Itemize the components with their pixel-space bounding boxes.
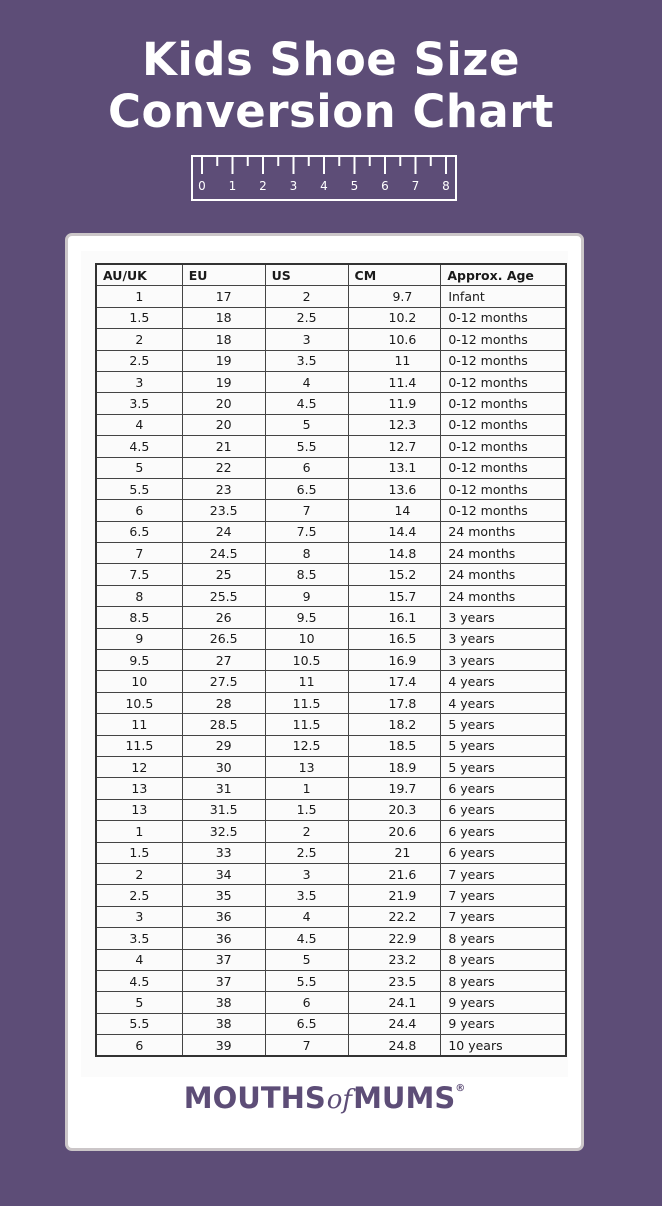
table-row	[96, 756, 566, 777]
cell-au-uk: 13	[96, 799, 182, 820]
cell-approx-age: 0-12 months	[441, 371, 566, 392]
cell-eu: 30	[182, 756, 265, 777]
cell-us: 9.5	[265, 607, 348, 628]
table-row	[96, 393, 566, 414]
cell-cm: 23.2	[348, 949, 441, 970]
cell-eu: 20	[182, 414, 265, 435]
cell-eu: 22	[182, 457, 265, 478]
cell-us: 10.5	[265, 650, 348, 671]
cell-au-uk: 12	[96, 756, 182, 777]
table-row	[96, 500, 566, 521]
cell-cm: 18.9	[348, 756, 441, 777]
cell-cm: 24.8	[348, 1035, 441, 1057]
cell-approx-age: 0-12 months	[441, 414, 566, 435]
cell-cm: 16.5	[348, 628, 441, 649]
cell-au-uk: 2.5	[96, 350, 182, 371]
cell-approx-age: 0-12 months	[441, 457, 566, 478]
table-row	[96, 885, 566, 906]
cell-eu: 35	[182, 885, 265, 906]
table-row	[96, 842, 566, 863]
cell-cm: 21.9	[348, 885, 441, 906]
ruler-number: 8	[442, 179, 450, 193]
cell-cm: 11.9	[348, 393, 441, 414]
cell-approx-age: 8 years	[441, 970, 566, 991]
cell-cm: 22.2	[348, 906, 441, 927]
cell-us: 4.5	[265, 928, 348, 949]
cell-us: 13	[265, 756, 348, 777]
cell-eu: 37	[182, 970, 265, 991]
cell-eu: 31.5	[182, 799, 265, 820]
cell-eu: 27.5	[182, 671, 265, 692]
cell-us: 11	[265, 671, 348, 692]
cell-cm: 14.8	[348, 543, 441, 564]
cell-approx-age: 24 months	[441, 564, 566, 585]
cell-cm: 21.6	[348, 863, 441, 884]
cell-cm: 14.4	[348, 521, 441, 542]
cell-au-uk: 5	[96, 457, 182, 478]
cell-us: 8	[265, 543, 348, 564]
table-row	[96, 821, 566, 842]
table-row	[96, 970, 566, 991]
table-row	[96, 1035, 566, 1057]
cell-au-uk: 3.5	[96, 928, 182, 949]
cell-cm: 20.3	[348, 799, 441, 820]
cell-eu: 37	[182, 949, 265, 970]
cell-cm: 10.6	[348, 329, 441, 350]
ruler-number: 3	[289, 179, 298, 193]
table-row	[96, 714, 566, 735]
cell-eu: 18	[182, 329, 265, 350]
cell-cm: 14	[348, 500, 441, 521]
cell-eu: 26	[182, 607, 265, 628]
table-row	[96, 799, 566, 820]
cell-approx-age: 3 years	[441, 607, 566, 628]
cell-approx-age: 8 years	[441, 949, 566, 970]
table-row	[96, 628, 566, 649]
cell-eu: 23.5	[182, 500, 265, 521]
cell-eu: 17	[182, 286, 265, 307]
table-row	[96, 329, 566, 350]
cell-approx-age: 24 months	[441, 521, 566, 542]
cell-au-uk: 10.5	[96, 692, 182, 713]
cell-eu: 28	[182, 692, 265, 713]
cell-approx-age: 7 years	[441, 885, 566, 906]
table-row	[96, 564, 566, 585]
chart-card	[65, 233, 584, 1151]
cell-us: 7.5	[265, 521, 348, 542]
cell-approx-age: 6 years	[441, 778, 566, 799]
table-row	[96, 735, 566, 756]
cell-au-uk: 1	[96, 286, 182, 307]
ruler-number: 5	[350, 179, 359, 193]
cell-au-uk: 6	[96, 500, 182, 521]
cell-au-uk: 3.5	[96, 393, 182, 414]
cell-au-uk: 1.5	[96, 307, 182, 328]
cell-eu: 25.5	[182, 585, 265, 606]
cell-cm: 13.6	[348, 478, 441, 499]
cell-cm: 18.2	[348, 714, 441, 735]
ruler-number: 4	[320, 179, 328, 193]
cell-eu: 27	[182, 650, 265, 671]
cell-au-uk: 5	[96, 992, 182, 1013]
cell-eu: 36	[182, 906, 265, 927]
table-row	[96, 457, 566, 478]
cell-au-uk: 5.5	[96, 478, 182, 499]
cell-us: 6	[265, 457, 348, 478]
cell-approx-age: 3 years	[441, 650, 566, 671]
column-header-us: US	[265, 264, 348, 286]
cell-us: 5.5	[265, 970, 348, 991]
ruler-icon	[190, 154, 460, 204]
cell-approx-age: 6 years	[441, 799, 566, 820]
cell-cm: 22.9	[348, 928, 441, 949]
mouths-of-mums-logo	[68, 1081, 581, 1115]
cell-cm: 10.2	[348, 307, 441, 328]
cell-au-uk: 8.5	[96, 607, 182, 628]
cell-au-uk: 1.5	[96, 842, 182, 863]
cell-au-uk: 10	[96, 671, 182, 692]
cell-us: 5	[265, 949, 348, 970]
cell-au-uk: 2	[96, 329, 182, 350]
cell-us: 2.5	[265, 307, 348, 328]
cell-approx-age: 0-12 months	[441, 350, 566, 371]
table-row	[96, 521, 566, 542]
cell-au-uk: 11	[96, 714, 182, 735]
cell-eu: 31	[182, 778, 265, 799]
page-title	[0, 34, 662, 138]
cell-au-uk: 4	[96, 949, 182, 970]
cell-eu: 36	[182, 928, 265, 949]
table-row	[96, 692, 566, 713]
cell-approx-age: 0-12 months	[441, 393, 566, 414]
logo-text-mums: MUMS	[353, 1081, 456, 1115]
cell-us: 3	[265, 329, 348, 350]
cell-cm: 11	[348, 350, 441, 371]
cell-eu: 39	[182, 1035, 265, 1057]
table-row	[96, 949, 566, 970]
cell-cm: 23.5	[348, 970, 441, 991]
cell-us: 3.5	[265, 885, 348, 906]
table-row	[96, 371, 566, 392]
cell-cm: 13.1	[348, 457, 441, 478]
cell-eu: 29	[182, 735, 265, 756]
cell-eu: 19	[182, 350, 265, 371]
cell-us: 7	[265, 1035, 348, 1057]
table-row	[96, 607, 566, 628]
cell-approx-age: 0-12 months	[441, 478, 566, 499]
cell-cm: 17.8	[348, 692, 441, 713]
cell-au-uk: 7	[96, 543, 182, 564]
size-conversion-table	[95, 263, 567, 1057]
table-row	[96, 992, 566, 1013]
cell-cm: 11.4	[348, 371, 441, 392]
ruler-number: 0	[198, 179, 206, 193]
cell-approx-age: 7 years	[441, 863, 566, 884]
cell-us: 1.5	[265, 799, 348, 820]
cell-cm: 24.4	[348, 1013, 441, 1034]
cell-approx-age: 9 years	[441, 1013, 566, 1034]
table-row	[96, 436, 566, 457]
logo-text-mouths: MOUTHS	[183, 1081, 326, 1115]
cell-approx-age: 7 years	[441, 906, 566, 927]
ruler-number: 6	[381, 179, 389, 193]
cell-eu: 25	[182, 564, 265, 585]
cell-approx-age: 0-12 months	[441, 329, 566, 350]
cell-us: 2	[265, 821, 348, 842]
cell-us: 3	[265, 863, 348, 884]
cell-au-uk: 9.5	[96, 650, 182, 671]
table-row	[96, 307, 566, 328]
cell-cm: 18.5	[348, 735, 441, 756]
cell-au-uk: 1	[96, 821, 182, 842]
cell-eu: 21	[182, 436, 265, 457]
cell-eu: 19	[182, 371, 265, 392]
cell-au-uk: 4.5	[96, 970, 182, 991]
cell-cm: 12.3	[348, 414, 441, 435]
table-row	[96, 778, 566, 799]
cell-us: 6.5	[265, 478, 348, 499]
table-row	[96, 863, 566, 884]
table-row	[96, 1013, 566, 1034]
column-header-eu: EU	[182, 264, 265, 286]
cell-approx-age: 10 years	[441, 1035, 566, 1057]
cell-cm: 16.9	[348, 650, 441, 671]
cell-approx-age: 0-12 months	[441, 307, 566, 328]
cell-cm: 20.6	[348, 821, 441, 842]
table-row	[96, 906, 566, 927]
cell-us: 9	[265, 585, 348, 606]
table-row	[96, 585, 566, 606]
cell-us: 6	[265, 992, 348, 1013]
table-row	[96, 286, 566, 307]
cell-cm: 12.7	[348, 436, 441, 457]
ruler-number: 1	[228, 179, 237, 193]
cell-au-uk: 4.5	[96, 436, 182, 457]
cell-cm: 21	[348, 842, 441, 863]
cell-us: 2	[265, 286, 348, 307]
cell-cm: 17.4	[348, 671, 441, 692]
cell-au-uk: 6	[96, 1035, 182, 1057]
cell-approx-age: 5 years	[441, 756, 566, 777]
cell-au-uk: 2.5	[96, 885, 182, 906]
cell-us: 5	[265, 414, 348, 435]
cell-approx-age: 9 years	[441, 992, 566, 1013]
cell-us: 4.5	[265, 393, 348, 414]
cell-approx-age: 4 years	[441, 692, 566, 713]
cell-au-uk: 2	[96, 863, 182, 884]
cell-us: 4	[265, 371, 348, 392]
cell-us: 10	[265, 628, 348, 649]
cell-au-uk: 9	[96, 628, 182, 649]
table-row	[96, 350, 566, 371]
registered-trademark-icon: ®	[455, 1083, 466, 1094]
cell-approx-age: 0-12 months	[441, 500, 566, 521]
cell-au-uk: 11.5	[96, 735, 182, 756]
cell-us: 7	[265, 500, 348, 521]
table-row	[96, 928, 566, 949]
cell-eu: 20	[182, 393, 265, 414]
cell-eu: 32.5	[182, 821, 265, 842]
cell-au-uk: 8	[96, 585, 182, 606]
cell-us: 5.5	[265, 436, 348, 457]
table-header-row	[96, 264, 566, 286]
cell-approx-age: 5 years	[441, 735, 566, 756]
logo-text-of: of	[326, 1085, 353, 1115]
cell-au-uk: 3	[96, 371, 182, 392]
cell-us: 1	[265, 778, 348, 799]
cell-us: 4	[265, 906, 348, 927]
cell-approx-age: 8 years	[441, 928, 566, 949]
cell-cm: 9.7	[348, 286, 441, 307]
cell-eu: 24.5	[182, 543, 265, 564]
table-row	[96, 650, 566, 671]
cell-au-uk: 6.5	[96, 521, 182, 542]
cell-approx-age: Infant	[441, 286, 566, 307]
title-line-2: Conversion Chart	[108, 85, 554, 138]
cell-eu: 28.5	[182, 714, 265, 735]
cell-au-uk: 4	[96, 414, 182, 435]
cell-us: 6.5	[265, 1013, 348, 1034]
table-row	[96, 478, 566, 499]
cell-approx-age: 4 years	[441, 671, 566, 692]
column-header-approx-age: Approx. Age	[441, 264, 566, 286]
cell-approx-age: 24 months	[441, 543, 566, 564]
cell-cm: 15.7	[348, 585, 441, 606]
cell-us: 8.5	[265, 564, 348, 585]
cell-eu: 26.5	[182, 628, 265, 649]
cell-eu: 23	[182, 478, 265, 499]
ruler-number: 2	[259, 179, 267, 193]
cell-eu: 33	[182, 842, 265, 863]
cell-cm: 24.1	[348, 992, 441, 1013]
ruler-number: 7	[411, 179, 420, 193]
cell-us: 11.5	[265, 714, 348, 735]
cell-au-uk: 5.5	[96, 1013, 182, 1034]
cell-au-uk: 13	[96, 778, 182, 799]
cell-eu: 18	[182, 307, 265, 328]
cell-us: 11.5	[265, 692, 348, 713]
cell-approx-age: 3 years	[441, 628, 566, 649]
cell-us: 12.5	[265, 735, 348, 756]
cell-au-uk: 7.5	[96, 564, 182, 585]
cell-us: 3.5	[265, 350, 348, 371]
cell-au-uk: 3	[96, 906, 182, 927]
table-row	[96, 671, 566, 692]
table-row	[96, 414, 566, 435]
cell-cm: 16.1	[348, 607, 441, 628]
cell-approx-age: 6 years	[441, 821, 566, 842]
column-header-cm: CM	[348, 264, 441, 286]
cell-eu: 38	[182, 1013, 265, 1034]
cell-eu: 24	[182, 521, 265, 542]
cell-approx-age: 5 years	[441, 714, 566, 735]
column-header-au-uk: AU/UK	[96, 264, 182, 286]
cell-eu: 34	[182, 863, 265, 884]
cell-approx-age: 0-12 months	[441, 436, 566, 457]
cell-approx-age: 24 months	[441, 585, 566, 606]
cell-us: 2.5	[265, 842, 348, 863]
title-line-1: Kids Shoe Size	[141, 33, 521, 86]
cell-cm: 15.2	[348, 564, 441, 585]
cell-cm: 19.7	[348, 778, 441, 799]
cell-eu: 38	[182, 992, 265, 1013]
cell-approx-age: 6 years	[441, 842, 566, 863]
table-row	[96, 543, 566, 564]
